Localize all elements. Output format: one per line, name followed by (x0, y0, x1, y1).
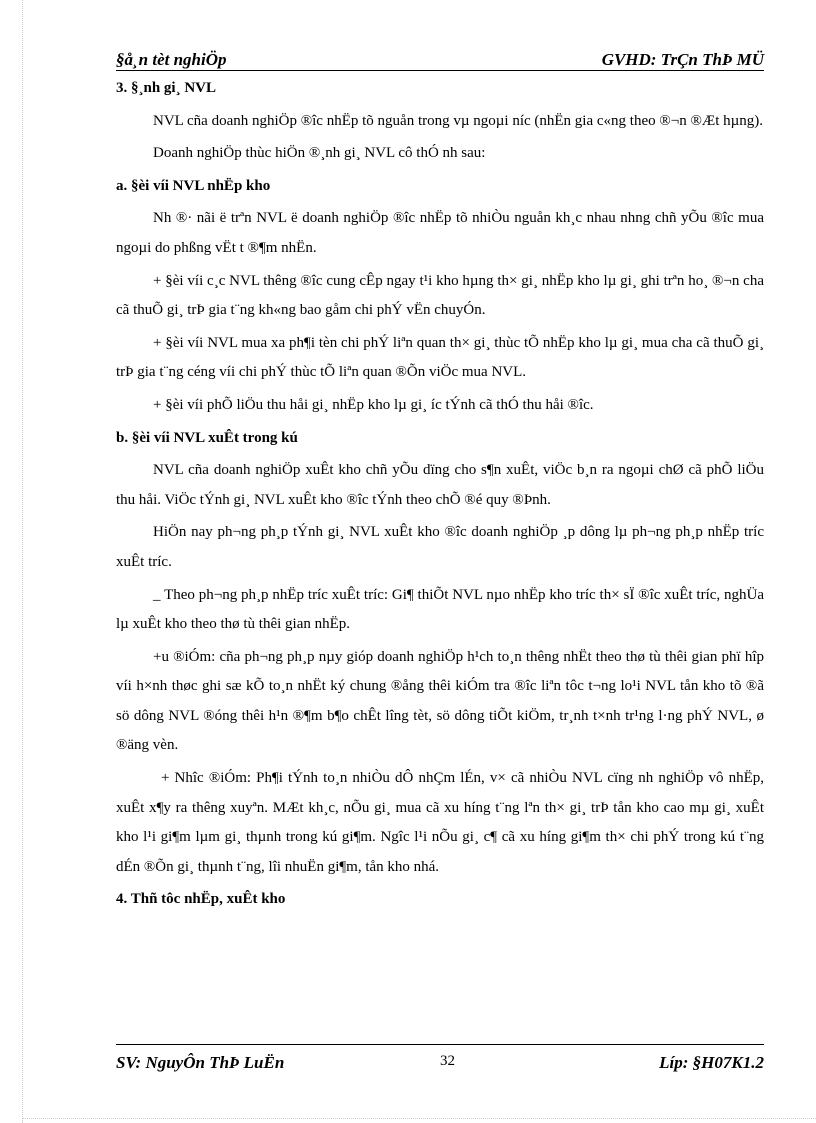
paragraph: HiÖn nay ph¬ng ph¸p tÝnh gi¸ NVL xuÊt kho ®îc doanh nghiÖp ¸p dông lµ ph¬ng ph¸p nhËp tríc xuÊt tríc. (116, 524, 764, 570)
page-header (116, 50, 764, 71)
subsection-heading: a. §èi víi NVL nhËp kho (116, 177, 271, 194)
paragraph: NVL cña doanh nghiÖp ®îc nhËp tõ nguån trong vµ ngoµi níc (nhËn gia c«ng theo ®¬n ®Æt hµng). (153, 112, 764, 129)
paragraph: + §èi víi phÕ liÖu thu håi gi¸ nhËp kho lµ gi¸ íc tÝnh cã thÓ thu håi ®îc. (153, 396, 594, 413)
paragraph: +u ®iÓm: cña ph¬ng ph¸p nµy gióp doanh nghiÖp h¹ch to¸n thêng nhËt theo thø tù thêi gian phï hîp víi h×nh thøc ghi sæ kÕ to¸n nhËt ký chung ®ång thêi kiÓm tra ®îc liªn tôc t¬ng lo¹i NVL tån kho tõ ®ã sö dông NVL ®óng thêi h¹n ®¶m b¶o chÊt lîng tèt, sö dông tiÕt kiÖm, tr¸nh t×nh tr¹ng l·ng phÝ NVL, ø ®äng vèn. (116, 648, 764, 754)
page-footer (116, 1044, 764, 1075)
paragraph: Nh ®· nãi ë trªn NVL ë doanh nghiÖp ®îc nhËp tõ nhiÒu nguån kh¸c nhau nhng chñ yÕu ®îc mua ngoµi do phßng vËt t ®¶m nhËn. (116, 210, 764, 256)
header-title: §å¸n tèt nghiÖp (116, 50, 227, 69)
subsection-heading: b. §èi víi NVL xuÊt trong kú (116, 429, 298, 446)
paragraph: + §èi víi NVL mua xa ph¶i tèn chi phÝ liªn quan th× gi¸ thùc tÕ nhËp kho lµ gi¸ mua cha cã thuÕ gi¸ trÞ gia t¨ng céng víi chi phÝ thùc tÕ liªn quan ®Õn viÖc mua NVL. (116, 334, 764, 381)
header-advisor: GVHD: TrÇn ThÞ MÜ (601, 50, 764, 69)
paragraph: + §èi víi c¸c NVL thêng ®îc cung cÊp ngay t¹i kho hµng th× gi¸ nhËp kho lµ gi¸ ghi trªn ho¸ ®¬n cha cã thuÕ gi¸ trÞ gia t¨ng kh«ng bao gåm chi phÝ vËn chuyÓn. (116, 272, 764, 319)
section-heading: 4. Thñ tôc nhËp, xuÊt kho (116, 891, 286, 908)
section-heading: 3. §¸nh gi¸ NVL (116, 80, 217, 96)
footer-student: SV: NguyÔn ThÞ LuËn (116, 1053, 285, 1072)
footer-class: Líp: §H07K1.2 (659, 1053, 764, 1072)
page-number: 32 (440, 1053, 455, 1069)
paragraph: _ Theo ph¬ng ph¸p nhËp tríc xuÊt tríc: Gi¶ thiÕt NVL nµo nhËp kho tríc th× sÏ ®îc xuÊt tríc, nghÜa lµ xuÊt kho theo thø tù thêi gian nhËp. (116, 586, 764, 633)
paragraph: NVL cña doanh nghiÖp xuÊt kho chñ yÕu dïng cho s¶n xuÊt, viÖc b¸n ra ngoµi chØ cã phÕ liÖu thu håi. ViÖc tÝnh gi¸ NVL xuÊt kho ®îc tÝnh theo chÕ ®é quy ®Þnh. (116, 462, 764, 508)
page-border-bottom (22, 1118, 816, 1119)
document-body (116, 74, 764, 915)
page-border-left (22, 0, 23, 1123)
paragraph: Doanh nghiÖp thùc hiÖn ®¸nh gi¸ NVL cô thÓ nh sau: (153, 145, 486, 162)
paragraph: + Nhîc ®iÓm: Ph¶i tÝnh to¸n nhiÒu dÔ nhÇm lÉn, v× cã nhiÒu NVL cïng nh nghiÖp vô nhËp, xuÊt x¶y ra thêng xuyªn. MÆt kh¸c, nÕu gi¸ mua cã xu híng t¨ng lªn th× gi¸ trÞ tån kho cao mµ gi¸ xuÊt kho l¹i gi¶m lµm gi¸ thµnh trong kú gi¶m. Ngîc l¹i nÕu gi¸ c¶ cã xu híng gi¶m th× chi phÝ trong kú t¨ng dÉn ®Õn gi¸ thµnh t¨ng, lîi nhuËn gi¶m, tån kho nhá. (116, 770, 764, 875)
